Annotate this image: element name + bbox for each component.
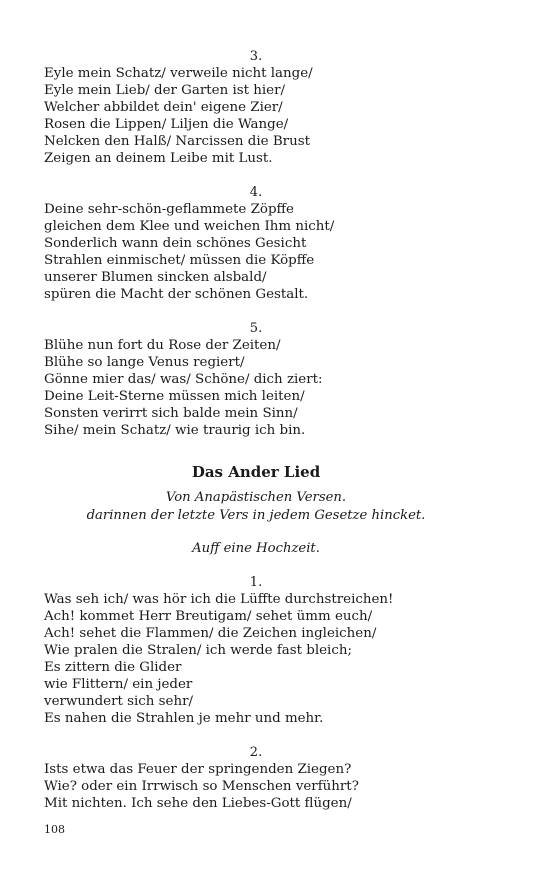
song-subtitle-line-1: Von Anapästischen Versen. bbox=[165, 490, 347, 505]
verse-line: Ists etwa das Feuer der springenden Ziegen? bbox=[44, 762, 352, 777]
verse-line: Nelcken den Halß/ Narcissen die Brust bbox=[44, 134, 310, 149]
verse-line: Mit nichten. Ich sehe den Liebes-Gott flügen/ bbox=[44, 796, 352, 811]
stanza-number: 4. bbox=[249, 185, 263, 200]
verse-line: Was seh ich/ was hör ich die Lüffte durchstreichen! bbox=[44, 592, 394, 607]
song-subtitle-line-2: darinnen der letzte Vers in jedem Gesetze hincket. bbox=[86, 507, 426, 523]
verse-line: Es zittern die Glider bbox=[44, 660, 182, 675]
verse-line: Rosen die Lippen/ Liljen die Wange/ bbox=[44, 117, 289, 132]
stanza-3 bbox=[44, 48, 468, 167]
song-occasion: Auff eine Hochzeit. bbox=[192, 541, 320, 556]
verse-line: Deine Leit-Sterne müssen mich leiten/ bbox=[44, 389, 305, 404]
verse-line: Gönne mier das/ was/ Schöne/ dich ziert: bbox=[44, 372, 323, 387]
verse-line: Eyle mein Schatz/ verweile nicht lange/ bbox=[44, 66, 313, 81]
verse-line: Ach! sehet die Flammen/ die Zeichen ingleichen/ bbox=[44, 626, 377, 641]
song-stanza-1 bbox=[44, 574, 468, 727]
verse-line: Sihe/ mein Schatz/ wie traurig ich bin. bbox=[44, 423, 306, 438]
verse-line: Deine sehr-schön-geflammete Zöpffe bbox=[44, 202, 294, 217]
verse-line: Ach! kommet Herr Breutigam/ sehet ümm euch/ bbox=[44, 609, 373, 624]
verse-line: Es nahen die Strahlen je mehr und mehr. bbox=[44, 711, 324, 726]
stanza-number: 1. bbox=[249, 575, 263, 590]
stanza-5 bbox=[44, 320, 468, 439]
verse-line: Welcher abbildet dein' eigene Zier/ bbox=[44, 100, 283, 115]
verse-line: Strahlen einmischet/ müssen die Köpffe bbox=[44, 253, 315, 268]
page-number: 108 bbox=[44, 823, 65, 836]
verse-line: Sonsten verirrt sich balde mein Sinn/ bbox=[44, 406, 298, 421]
verse-line: spüren die Macht der schönen Gestalt. bbox=[44, 287, 309, 302]
verse-line: Blühe nun fort du Rose der Zeiten/ bbox=[44, 338, 281, 353]
verse-line: verwundert sich sehr/ bbox=[44, 694, 194, 709]
verse-line: Wie? oder ein Irrwisch so Menschen verführt? bbox=[44, 779, 359, 794]
verse-line: Zeigen an deinem Leibe mit Lust. bbox=[44, 151, 273, 166]
verse-line: Sonderlich wann dein schönes Gesicht bbox=[44, 236, 307, 251]
page-body bbox=[44, 48, 468, 812]
verse-line: wie Flittern/ ein jeder bbox=[44, 677, 193, 692]
stanza-number: 2. bbox=[249, 745, 263, 760]
verse-line: Blühe so lange Venus regiert/ bbox=[44, 355, 245, 370]
song-heading: Das Ander Lied bbox=[191, 463, 321, 481]
verse-line: gleichen dem Klee und weichen Ihm nicht/ bbox=[44, 219, 335, 234]
stanza-number: 5. bbox=[249, 321, 263, 336]
song-stanza-2 bbox=[44, 744, 468, 812]
verse-line: Wie pralen die Stralen/ ich werde fast bleich; bbox=[44, 643, 352, 658]
stanza-4 bbox=[44, 184, 468, 303]
verse-line: Eyle mein Lieb/ der Garten ist hier/ bbox=[44, 83, 285, 98]
stanza-number: 3. bbox=[249, 49, 263, 64]
verse-line: unserer Blumen sincken alsbald/ bbox=[44, 270, 267, 285]
